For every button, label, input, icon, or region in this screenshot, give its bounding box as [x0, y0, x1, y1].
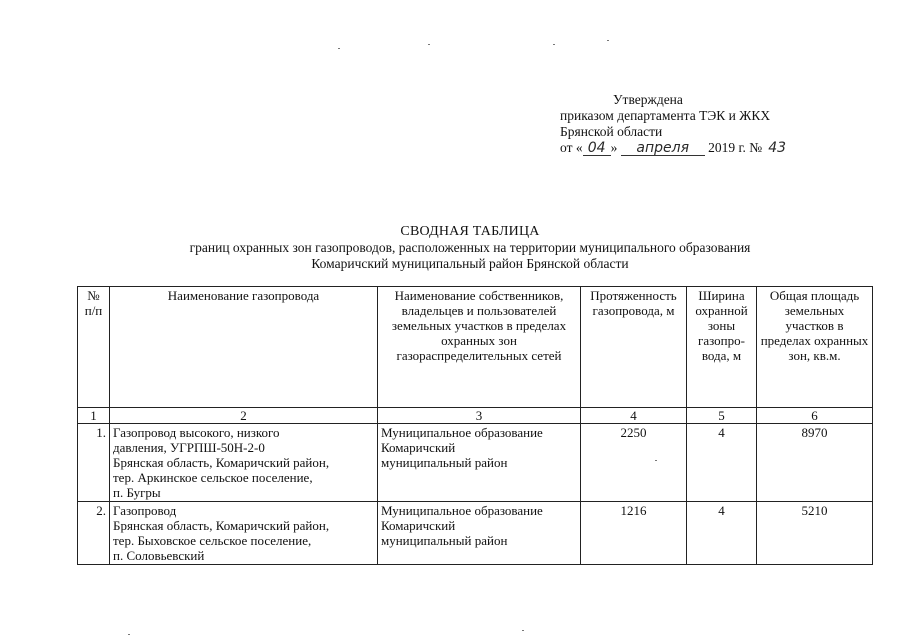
- document-subtitle-1: границ охранных зон газопроводов, расположенных на территории муниципального образования: [189, 240, 751, 255]
- date-mid: »: [610, 140, 618, 155]
- owner-line: Муниципальное образование: [381, 503, 543, 518]
- pipeline-name-line: тер. Быховское сельское поселение,: [113, 533, 312, 548]
- document-heading: СВОДНАЯ ТАБЛИЦА: [400, 224, 540, 239]
- document-subtitle-2: Комаричский муниципальный район Брянской области: [311, 256, 629, 271]
- area-cell: 5210: [757, 502, 873, 565]
- header-zone-width: Ширина охранной зоны газопро-вода, м: [687, 287, 757, 408]
- column-number: 1: [78, 408, 110, 424]
- document-title-block: [100, 224, 840, 272]
- table-row: [78, 424, 873, 502]
- pipeline-name-line: Газопровод высокого, низкого: [113, 425, 280, 440]
- table-row: [78, 502, 873, 565]
- approval-region-line: Брянской области: [560, 124, 663, 139]
- column-number: 3: [378, 408, 581, 424]
- owner-cell: [378, 424, 581, 502]
- scan-speck: [607, 40, 609, 41]
- approval-title: Утверждена: [613, 92, 683, 107]
- column-number: 2: [110, 408, 378, 424]
- header-area: Общая площадь земельных участков в пределах охранных зон, кв.м.: [757, 287, 873, 408]
- approval-order-line: приказом департамента ТЭК и ЖКХ: [560, 108, 771, 123]
- row-number: 1.: [78, 424, 110, 502]
- column-number: 6: [757, 408, 873, 424]
- pipeline-name-line: давления, УГРПШ-50Н-2-0: [113, 440, 265, 455]
- date-month-handwritten: апреля: [621, 141, 705, 156]
- length-cell: 2250: [581, 424, 687, 502]
- length-cell: 1216: [581, 502, 687, 565]
- scan-speck: [553, 44, 555, 45]
- date-prefix: от «: [560, 140, 583, 155]
- header-num: № п/п: [78, 287, 110, 408]
- order-number-handwritten: 43: [768, 140, 787, 156]
- scan-speck: [338, 48, 340, 49]
- table-header-row: [78, 287, 873, 408]
- approval-block: [560, 92, 880, 156]
- column-number: 5: [687, 408, 757, 424]
- pipeline-name-cell: [110, 424, 378, 502]
- header-pipeline-name: Наименование газопровода: [110, 287, 378, 408]
- scan-speck: [655, 460, 657, 461]
- owner-cell: [378, 502, 581, 565]
- approval-date-line: [560, 140, 880, 156]
- header-owners: Наименование собственников, владельцев и пользователей земельных участков в пределах охранных зон газораспределительных сетей: [378, 287, 581, 408]
- owner-line: муниципальный район: [381, 455, 508, 470]
- column-number-row: [78, 408, 873, 424]
- column-number: 4: [581, 408, 687, 424]
- area-cell: 8970: [757, 424, 873, 502]
- pipeline-name-line: Брянская область, Комаричский район,: [113, 518, 330, 533]
- scan-speck: [428, 44, 430, 45]
- pipeline-name-line: п. Соловьевский: [113, 548, 205, 563]
- owner-line: Муниципальное образование: [381, 425, 543, 440]
- zone-width-cell: 4: [687, 424, 757, 502]
- date-year: 2019 г.: [708, 140, 746, 155]
- summary-table: [77, 286, 873, 565]
- pipeline-name-cell: [110, 502, 378, 565]
- pipeline-name-line: Газопровод: [113, 503, 177, 518]
- date-day-handwritten: 04: [583, 141, 611, 156]
- pipeline-name-line: Брянская область, Комаричский район,: [113, 455, 330, 470]
- owner-line: Комаричский: [381, 440, 456, 455]
- header-length: Протяженность газопровода, м: [581, 287, 687, 408]
- scan-speck: [522, 630, 524, 631]
- row-number: 2.: [78, 502, 110, 565]
- number-sign: №: [749, 140, 763, 155]
- zone-width-cell: 4: [687, 502, 757, 565]
- pipeline-name-line: п. Бугры: [113, 485, 161, 500]
- owner-line: муниципальный район: [381, 533, 508, 548]
- scan-speck: [128, 634, 130, 635]
- pipeline-name-line: тер. Аркинское сельское поселение,: [113, 470, 313, 485]
- owner-line: Комаричский: [381, 518, 456, 533]
